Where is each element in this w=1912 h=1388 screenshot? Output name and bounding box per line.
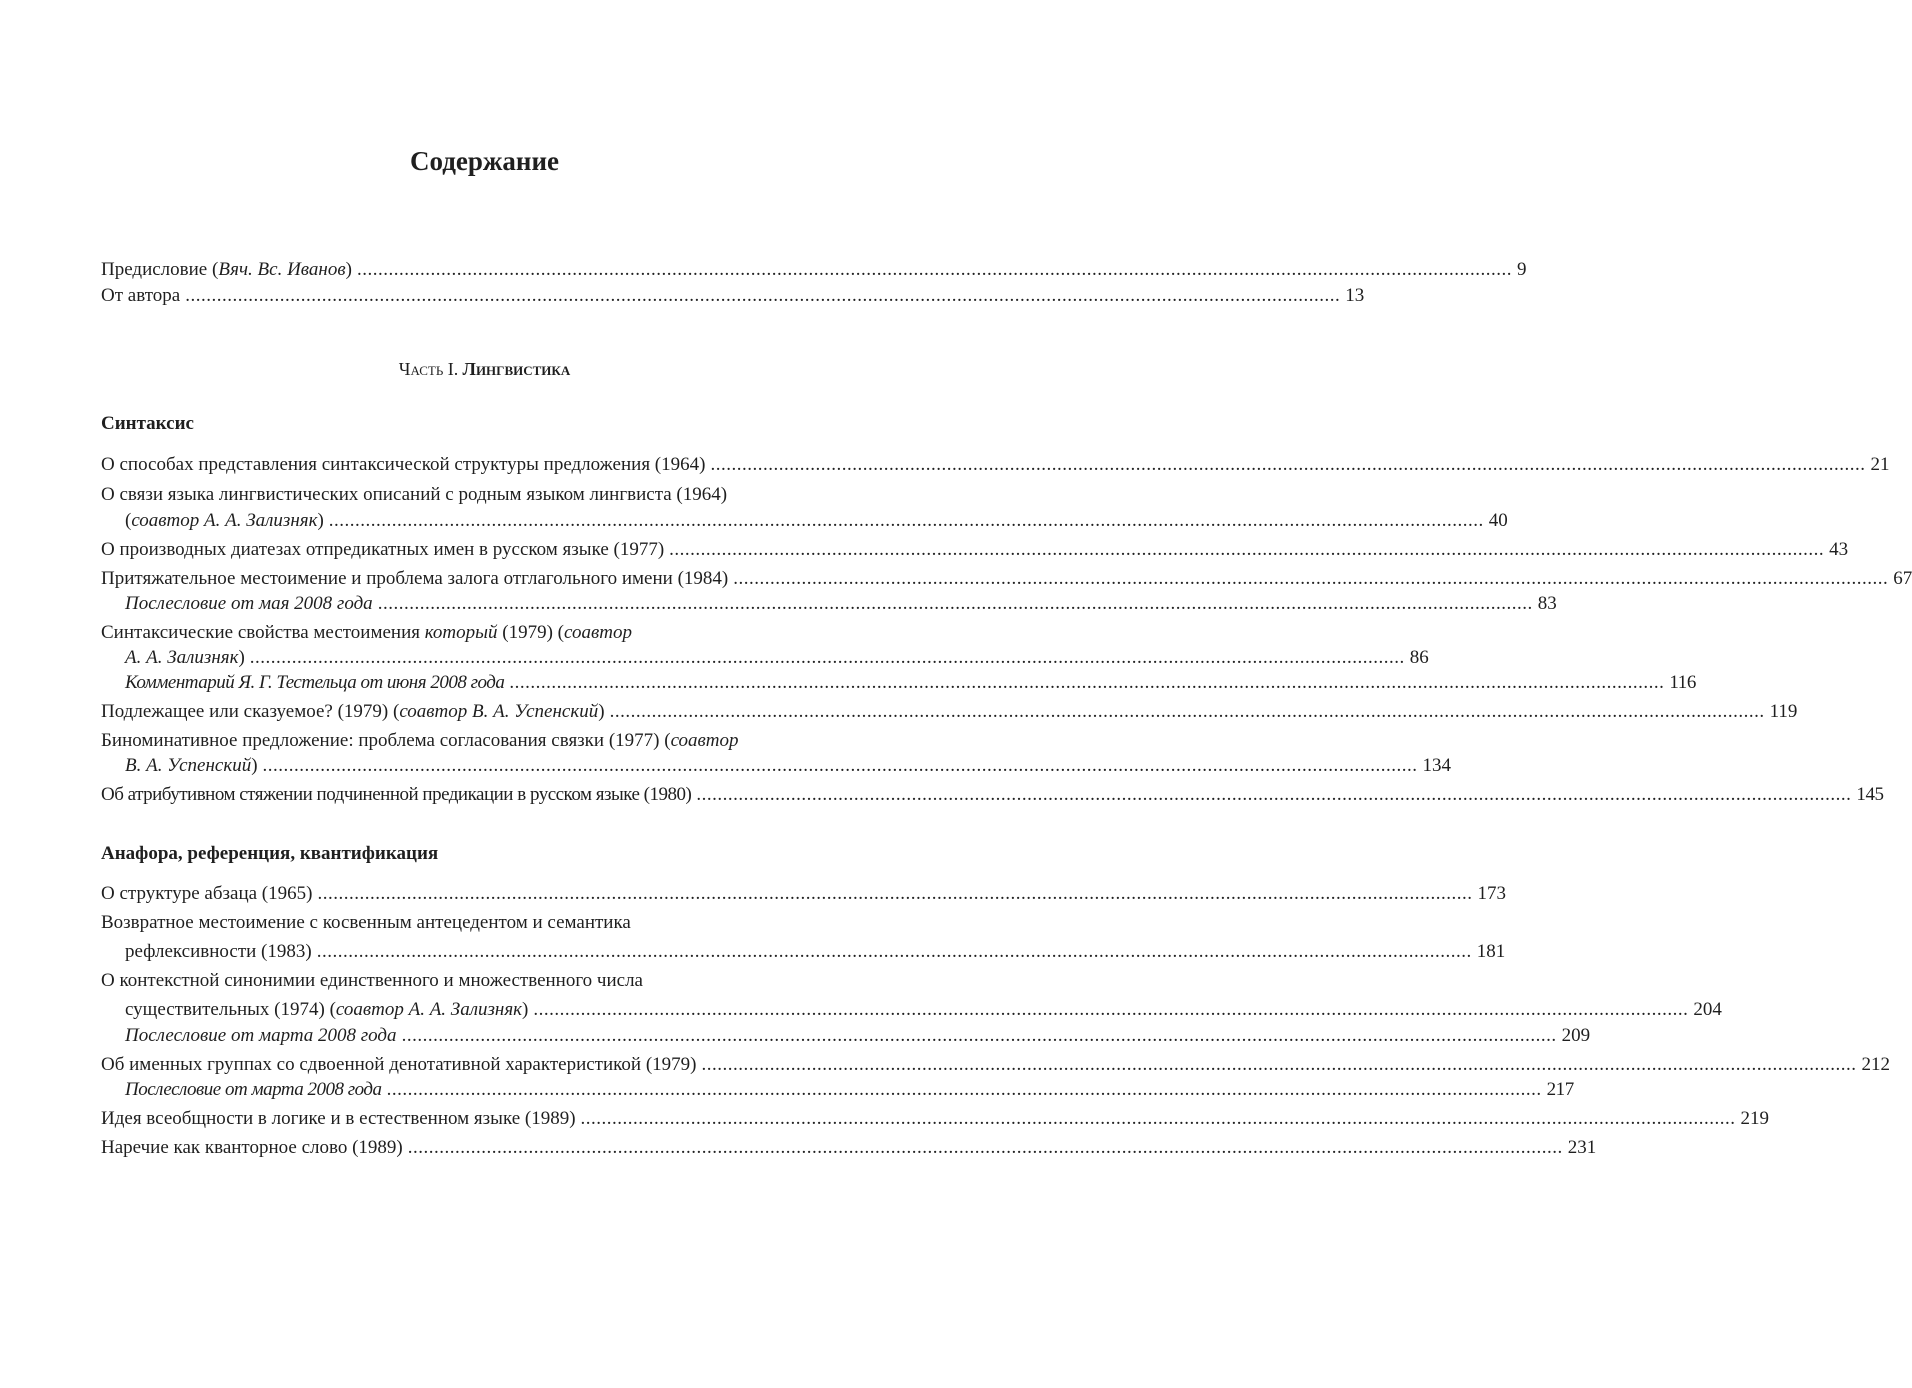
page-number: 181 bbox=[1476, 941, 1506, 962]
toc-entry[interactable]: О способах представления синтаксической структуры предложения (1964) ............................................................................................................................................................................................................................ 21 bbox=[101, 452, 868, 478]
page-number: 212 bbox=[1861, 1054, 1890, 1075]
page-number: 43 bbox=[1829, 539, 1849, 560]
toc-entry[interactable]: О производных диатезах отпредикатных имен в русском языке (1977) ............................................................................................................................................................................................................................ 43 bbox=[101, 537, 868, 563]
page-number: 13 bbox=[1345, 285, 1365, 306]
toc-subentry-commentary[interactable]: Комментарий Я. Г. Тестельца от июня 2008 года ............................................................................................................................................................................................................................ 116 bbox=[125, 670, 868, 696]
toc-subentry-afterword[interactable]: Послесловие от марта 2008 года ............................................................................................................................................................................................................................ 209 bbox=[125, 1023, 868, 1049]
dot-leader: ............................................................................................................................................................................................................................ bbox=[407, 1137, 1563, 1158]
toc-entry[interactable]: Идея всеобщности в логике и в естественном языке (1989) ............................................................................................................................................................................................................................ 219 bbox=[101, 1106, 868, 1132]
toc-entry-line1[interactable]: О связи языка лингвистических описаний с родным языком лингвиста (1964) bbox=[101, 484, 728, 505]
page-number: 9 bbox=[1516, 259, 1527, 280]
section-heading-anaphora: Анафора, референция, квантификация bbox=[101, 843, 439, 864]
dot-leader: ............................................................................................................................................................................................................................ bbox=[328, 510, 1484, 531]
toc-entry-line2[interactable]: рефлексивности (1983) ............................................................................................................................................................................................................................ 181 bbox=[125, 939, 868, 965]
dot-leader: ............................................................................................................................................................................................................................ bbox=[401, 1025, 1557, 1046]
page-number: 67 bbox=[1893, 568, 1912, 589]
page-number: 134 bbox=[1422, 755, 1452, 776]
toc-entry-line1[interactable]: Синтаксические свойства местоимения который (1979) (соавтор bbox=[101, 622, 632, 643]
page-number: 231 bbox=[1567, 1137, 1597, 1158]
toc-entry[interactable]: Подлежащее или сказуемое? (1979) (соавтор В. А. Успенский) ............................................................................................................................................................................................................................ 119 bbox=[101, 699, 868, 725]
dot-leader: ............................................................................................................................................................................................................................ bbox=[533, 999, 1689, 1020]
toc-entry-line1[interactable]: О контекстной синонимии единственного и множественного числа bbox=[101, 970, 643, 991]
dot-leader: ............................................................................................................................................................................................................................ bbox=[733, 568, 1889, 589]
part-heading: Часть I. Лингвистика bbox=[398, 359, 571, 379]
page-number: 209 bbox=[1561, 1025, 1591, 1046]
page-number: 219 bbox=[1740, 1108, 1770, 1129]
dot-leader: ............................................................................................................................................................................................................................ bbox=[696, 784, 1852, 805]
dot-leader: ............................................................................................................................................................................................................................ bbox=[609, 701, 1765, 722]
dot-leader: ............................................................................................................................................................................................................................ bbox=[249, 647, 1405, 668]
toc-entry[interactable]: Об атрибутивном стяжении подчиненной предикации в русском языке (1980) ............................................................................................................................................................................................................................ 145 bbox=[101, 782, 868, 808]
toc-subentry-afterword[interactable]: Послесловие от мая 2008 года ............................................................................................................................................................................................................................ 83 bbox=[125, 591, 868, 617]
dot-leader: ............................................................................................................................................................................................................................ bbox=[317, 883, 1473, 904]
page-number: 86 bbox=[1409, 647, 1429, 668]
dot-leader: ............................................................................................................................................................................................................................ bbox=[701, 1054, 1857, 1075]
toc-entry[interactable]: Наречие как кванторное слово (1989) ............................................................................................................................................................................................................................ 231 bbox=[101, 1135, 868, 1161]
dot-leader: ............................................................................................................................................................................................................................ bbox=[185, 285, 1341, 306]
page-title: Содержание bbox=[409, 146, 560, 176]
page-number: 83 bbox=[1537, 593, 1557, 614]
page-number: 145 bbox=[1856, 784, 1884, 805]
page-number: 204 bbox=[1693, 999, 1722, 1020]
dot-leader: ............................................................................................................................................................................................................................ bbox=[580, 1108, 1736, 1129]
toc-entry[interactable]: О структуре абзаца (1965) ............................................................................................................................................................................................................................ 173 bbox=[101, 881, 868, 907]
toc-entry-line1[interactable]: Возвратное местоимение с косвенным антецедентом и семантика bbox=[101, 912, 631, 933]
dot-leader: ............................................................................................................................................................................................................................ bbox=[669, 539, 1825, 560]
toc-entry-from-author[interactable]: От автора ............................................................................................................................................................................................................................ 13 bbox=[101, 283, 868, 309]
dot-leader: ............................................................................................................................................................................................................................ bbox=[386, 1079, 1542, 1100]
dot-leader: ............................................................................................................................................................................................................................ bbox=[316, 941, 1472, 962]
toc-entry-line2[interactable]: В. А. Успенский) ............................................................................................................................................................................................................................ 134 bbox=[125, 753, 868, 779]
toc-entry[interactable]: Притяжательное местоимение и проблема залога отглагольного имени (1984) ............................................................................................................................................................................................................................ 67 bbox=[101, 566, 868, 592]
page-number: 116 bbox=[1669, 672, 1696, 693]
dot-leader: ............................................................................................................................................................................................................................ bbox=[377, 593, 1533, 614]
toc-subentry-afterword[interactable]: Послесловие от марта 2008 года ............................................................................................................................................................................................................................ 217 bbox=[125, 1077, 868, 1103]
toc-entry-line2[interactable]: (соавтор А. А. Зализняк) ............................................................................................................................................................................................................................ 40 bbox=[125, 508, 868, 534]
toc-entry[interactable]: Об именных группах со сдвоенной денотативной характеристикой (1979) ............................................................................................................................................................................................................................ 212 bbox=[101, 1052, 868, 1078]
toc-entry-line2[interactable]: существительных (1974) (соавтор А. А. Зализняк) ............................................................................................................................................................................................................................ 204 bbox=[125, 997, 868, 1023]
page-number: 40 bbox=[1488, 510, 1508, 531]
toc-entry-preface[interactable]: Предисловие (Вяч. Вс. Иванов) ............................................................................................................................................................................................................................ 9 bbox=[101, 257, 868, 283]
toc-entry-line2[interactable]: А. А. Зализняк) ............................................................................................................................................................................................................................ 86 bbox=[125, 645, 868, 671]
dot-leader: ............................................................................................................................................................................................................................ bbox=[509, 672, 1665, 693]
page-number: 119 bbox=[1769, 701, 1798, 722]
page-number: 217 bbox=[1546, 1079, 1574, 1100]
toc-entry-line1[interactable]: Биноминативное предложение: проблема согласования связки (1977) (соавтор bbox=[101, 730, 739, 751]
page-number: 173 bbox=[1477, 883, 1506, 904]
section-heading-syntax: Синтаксис bbox=[101, 413, 194, 434]
page-number: 21 bbox=[1870, 454, 1890, 475]
dot-leader: ............................................................................................................................................................................................................................ bbox=[710, 454, 1866, 475]
dot-leader: ............................................................................................................................................................................................................................ bbox=[356, 259, 1512, 280]
dot-leader: ............................................................................................................................................................................................................................ bbox=[262, 755, 1418, 776]
